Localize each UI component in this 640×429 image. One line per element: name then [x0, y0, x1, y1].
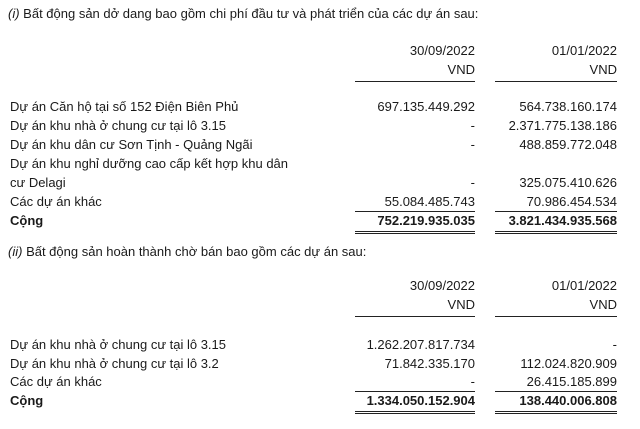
section1-col1-header-rule	[355, 81, 475, 82]
row-value-2022-09: -	[470, 374, 475, 389]
section1-heading	[8, 6, 478, 21]
section2-col1-date: 30/09/2022	[409, 278, 475, 293]
row-value-2022-01: 26.415.185.899	[526, 374, 617, 389]
section2-heading-text: Bất động sản hoàn thành chờ bán bao gồm các dự án sau:	[26, 244, 367, 259]
row-label: Các dự án khác	[10, 194, 102, 209]
row-value-2022-01: 70.986.454.534	[526, 194, 617, 209]
section1-col1-date: 30/09/2022	[409, 43, 475, 58]
row-value-2022-01: 2.371.775.138.186	[508, 118, 617, 133]
row-label-line1: Dự án khu nghỉ dưỡng cao cấp kết hợp khu dân	[10, 156, 289, 171]
row-label: Dự án Căn hộ tại số 152 Điện Biên Phủ	[10, 99, 239, 114]
total-value-2022-09: 1.334.050.152.904	[366, 393, 475, 408]
total-value-2022-01: 138.440.006.808	[519, 393, 617, 408]
table-row	[10, 355, 618, 373]
section1-col2-header-rule	[495, 81, 617, 82]
total-row	[10, 212, 618, 230]
total-label: Cộng	[10, 213, 44, 228]
table-row	[10, 98, 618, 116]
section1-heading-text: Bất động sản dở dang bao gồm chi phí đầu tư và phát triển của các dự án sau:	[23, 6, 479, 21]
row-label: Dự án khu nhà ở chung cư tại lô 3.2	[10, 356, 219, 371]
section1-col1-total-double-rule	[355, 233, 475, 234]
section1-col2-date: 01/01/2022	[551, 43, 617, 58]
row-value-2022-01: 112.024.820.909	[520, 356, 617, 371]
row-value-2022-01: 564.738.160.174	[519, 99, 617, 114]
section2-col1-header-rule	[355, 316, 475, 317]
section2-col2-header-rule	[495, 316, 617, 317]
section2-tag: (ii)	[8, 244, 23, 259]
row-label: Dự án khu nhà ở chung cư tại lô 3.15	[10, 118, 227, 133]
total-label: Cộng	[10, 393, 44, 408]
section2-col2-total-double-rule	[495, 413, 617, 414]
total-row	[10, 392, 618, 410]
total-value-2022-09: 752.219.935.035	[377, 213, 475, 228]
row-label: Dự án khu dân cư Sơn Tịnh - Quảng Ngãi	[10, 137, 253, 152]
section2-heading	[8, 244, 366, 259]
table-row	[10, 117, 618, 135]
row-label: Dự án khu nhà ở chung cư tại lô 3.15	[10, 337, 227, 352]
section1-col2-total-rule	[495, 231, 617, 232]
row-value-2022-09: -	[470, 175, 475, 190]
row-value-2022-09: -	[470, 118, 475, 133]
section2-col1-total-double-rule	[355, 413, 475, 414]
section2-col2-total-rule	[495, 411, 617, 412]
row-label-line2: cư Delagi	[10, 175, 66, 190]
section1-col1-unit: VND	[447, 62, 475, 77]
table-row	[10, 136, 618, 154]
row-value-2022-09: -	[470, 137, 475, 152]
section2-col2-unit: VND	[589, 297, 617, 312]
total-value-2022-01: 3.821.434.935.568	[508, 213, 617, 228]
row-value-2022-09: 71.842.335.170	[384, 356, 475, 371]
table-row	[10, 336, 618, 354]
section2-col1-total-rule	[355, 411, 475, 412]
row-label: Các dự án khác	[10, 374, 102, 389]
section1-col2-unit: VND	[589, 62, 617, 77]
section2-col2-date: 01/01/2022	[551, 278, 617, 293]
section1-col1-total-rule	[355, 231, 475, 232]
row-value-2022-01: 488.859.772.048	[519, 137, 617, 152]
row-value-2022-09: 55.084.485.743	[384, 194, 475, 209]
row-value-2022-09: 1.262.207.817.734	[366, 337, 475, 352]
section1-tag: (i)	[8, 6, 20, 21]
row-value-2022-09: 697.135.449.292	[377, 99, 475, 114]
row-value-2022-01: -	[612, 337, 617, 352]
table-row	[10, 174, 618, 192]
section1-col2-total-double-rule	[495, 233, 617, 234]
section2-col1-unit: VND	[447, 297, 475, 312]
table-row	[10, 373, 618, 391]
table-row	[10, 193, 618, 211]
row-value-2022-01: 325.075.410.626	[519, 175, 617, 190]
